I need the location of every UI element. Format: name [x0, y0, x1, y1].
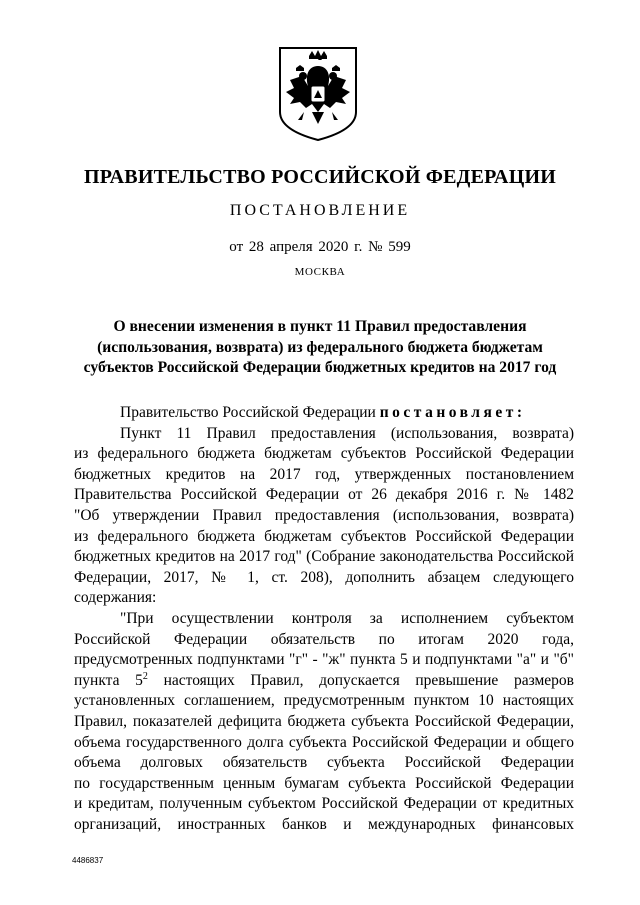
paragraph-line: бюджетных кредитов на 2017 год" (Собрание законодательства Российской: [74, 548, 574, 566]
paragraph-line: из федерального бюджета бюджетам субъектов Российской Федерации: [74, 527, 574, 545]
document-body: [74, 403, 574, 835]
date-and-number: от 28 апреля 2020 г. № 599: [229, 239, 411, 255]
paragraph-line: бюджетных кредитов на 2017 год, утвержденных постановлением: [74, 465, 574, 483]
document-type: ПОСТАНОВЛЕНИЕ: [229, 202, 411, 219]
paragraph-line: "Об утверждении Правил предоставления (использования, возврата): [74, 506, 574, 524]
title-line: О внесении изменения в пункт 11 Правил предоставления: [113, 318, 527, 335]
line-fragment: пункта 5: [74, 671, 143, 689]
paragraph-line: Российской Федерации обязательств по итогам 2020 года,: [74, 630, 574, 648]
paragraph-line: по государственным ценным бумагам субъекта Российской Федерации: [74, 774, 574, 792]
paragraph-line: из федерального бюджета бюджетам субъектов Российской Федерации: [74, 445, 574, 463]
document-number: 4486837: [72, 856, 104, 865]
paragraph-line: "При осуществлении контроля за исполнением субъектом: [120, 609, 574, 627]
intro-text: Правительство Российской Федерации: [120, 404, 376, 421]
paragraph-line: Федерации, 2017, № 1, ст. 208), дополнить абзацем следующего: [74, 568, 574, 586]
government-title: ПРАВИТЕЛЬСТВО РОССИЙСКОЙ ФЕДЕРАЦИИ: [84, 166, 556, 188]
decree-word: постановляет:: [379, 404, 526, 421]
line-fragment: настоящих Правил, допускается превышение размеров: [147, 671, 574, 689]
paragraph-line: предусмотренных подпунктами "г" - "ж" пункта 5 и подпунктами "а" и "б": [74, 651, 574, 669]
paragraph-line: Правительства Российской Федерации от 26 декабря 2016 г. № 1482: [74, 486, 574, 504]
title-line: субъектов Российской Федерации бюджетных кредитов на 2017 год: [83, 359, 557, 376]
paragraph-line: Пункт 11 Правил предоставления (использования, возврата): [120, 424, 574, 442]
paragraph-line: объема долговых обязательств субъекта Российской Федерации: [74, 754, 574, 772]
paragraph-line: установленных соглашением, предусмотренным пунктом 10 настоящих: [74, 692, 574, 710]
document-title: [60, 317, 580, 379]
superscript: 2: [142, 670, 148, 682]
paragraph-line: Правил, показателей дефицита бюджета субъекта Российской Федерации,: [74, 712, 574, 730]
coat-of-arms-emblem: [278, 46, 358, 142]
paragraph-line: организаций, иностранных банков и международных финансовых: [74, 815, 574, 833]
paragraph-line: и кредитам, полученным субъектом Российской Федерации от кредитных: [74, 795, 574, 813]
city-label: МОСКВА: [294, 266, 346, 278]
paragraph-line: объема государственного долга субъекта Российской Федерации и общего: [74, 733, 574, 751]
title-line: (использования, возврата) из федерального бюджета бюджетам: [97, 338, 543, 356]
paragraph-line: содержания:: [74, 589, 157, 607]
intro-line: [74, 403, 574, 424]
paragraph-line: [74, 671, 574, 692]
